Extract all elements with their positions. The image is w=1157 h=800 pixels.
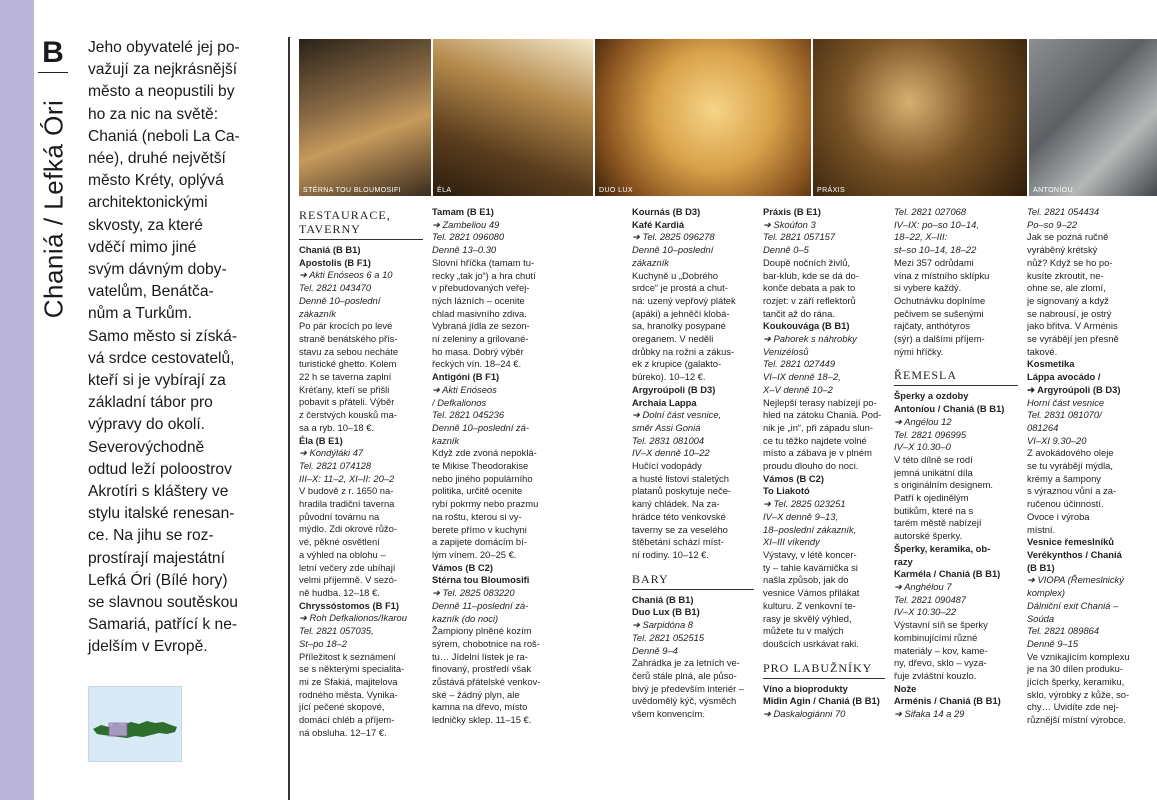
listing-text: Kréťany, kteří se přišli xyxy=(299,383,390,395)
listing-text: Slovní hříčka (tamam tu- xyxy=(432,256,535,268)
listing-text: rybí pokrmy nebo prazmu xyxy=(432,498,539,510)
listing-text: te Mikise Theodorakise xyxy=(432,460,529,472)
intro-line: vděčí mimo jiné xyxy=(88,238,197,256)
listing-text: Vybraná jídla ze sezon- xyxy=(432,320,530,332)
listing-text: můžete tu v malých xyxy=(763,625,844,637)
intro-line: Jeho obyvatelé jej po- xyxy=(88,39,240,56)
listing-text: ho masa. Dobrý výběr xyxy=(432,345,524,357)
listing-info: 18–22, X–III: xyxy=(894,231,948,243)
listing-text: uvědomělý kýč, výsměch xyxy=(632,695,737,707)
listing-info: 18–poslední zákazník, xyxy=(763,523,857,535)
listing-info: IV–X denně 10–22 xyxy=(632,447,710,459)
listing-info: ➜ Tel. 2825 096278 xyxy=(632,231,715,243)
listing-name: Tamam (B E1) xyxy=(432,206,494,217)
listing-text: autorské šperky. xyxy=(894,530,963,542)
listing-text: letní večery zde ubíhají xyxy=(299,561,396,573)
listing-text: vyráběný krétský xyxy=(1027,244,1098,256)
listing-text: ná obsluha. 12–17 €. xyxy=(299,726,387,738)
listing-text: na roštu, kterou si vy- xyxy=(432,510,522,522)
listing-info: IV–IX: po–so 10–14, xyxy=(894,218,979,230)
listing-name: Karméla / Chaniá (B B1) xyxy=(894,568,1001,580)
listing-text: proudu dlouho do noci. xyxy=(763,460,859,472)
listing-text: politika, určitě ocenite xyxy=(432,485,523,497)
listing-text: zůstává přátelské venkov- xyxy=(432,676,541,688)
listing-text: jako břitva. V Arménis xyxy=(1027,320,1118,332)
listing-text: se s některými specialita- xyxy=(299,663,405,675)
listing-info: St–po 18–2 xyxy=(299,637,347,649)
listing-text: sýrem, chobotnice na roš- xyxy=(432,637,540,649)
section-heading: BARY xyxy=(632,572,754,590)
listing-info: Dálniční exit Chaniá – xyxy=(1027,599,1119,611)
listing-text: V této dílně se rodí xyxy=(894,453,973,465)
listing-info: ➜ Tel. 2825 023251 xyxy=(763,498,846,510)
listing-text: a husté listoví staletých xyxy=(632,472,729,484)
section-heading: RESTAURACE, xyxy=(299,208,391,222)
section-heading: PRO LABUŽNÍKY xyxy=(763,661,885,679)
listing-info: Tel. 2831 081070/ xyxy=(1027,409,1102,421)
listing-name: (B B1) xyxy=(1027,561,1055,573)
listing-text: turistické ghetto. Kolem xyxy=(299,358,397,370)
spacer xyxy=(763,651,885,659)
listing-text: si vybere každý. xyxy=(894,282,962,294)
listing-info: Tel. 2821 096995 xyxy=(894,428,967,440)
listing-text: nebo jiného populárního xyxy=(432,472,533,484)
listing-text: berete přímo v kuchyni xyxy=(432,523,527,535)
listing-text: konče debata a pak to xyxy=(763,282,856,294)
listing-text: velmi příjemně. V sezó- xyxy=(299,574,397,586)
listing-info: ➜ Kondýláki 47 xyxy=(299,447,364,459)
listing-info: VI–XI 9.30–20 xyxy=(1027,434,1087,446)
photo-antoniou xyxy=(1029,39,1157,196)
listing-text: Kuchyně u „Dobrého xyxy=(632,269,718,281)
listing-text: Po pár krocích po levé xyxy=(299,320,393,332)
listing-text: a výhled na oblohu – xyxy=(299,548,386,560)
listing-text: v přebudovaných veřej- xyxy=(432,282,530,294)
listing-text: rozjet: v září reflektorů xyxy=(763,294,856,306)
listing-name: Nože xyxy=(894,682,917,694)
intro-line: kteří si je vybírají za xyxy=(88,372,226,390)
listing-info: Tel. 2821 052515 xyxy=(632,631,705,643)
listing-text: finovaný, prostředí však xyxy=(432,663,532,675)
listing-info: ➜ Angélou 12 xyxy=(894,415,952,427)
listing-text: hradila tradiční taverna xyxy=(299,498,395,510)
listing-info: Tel. 2821 090487 xyxy=(894,593,967,605)
spacer xyxy=(894,358,1018,366)
listing-info: kazník (do noci) xyxy=(432,612,499,624)
listing-name: Verékynthos / Chaniá xyxy=(1027,548,1122,560)
listing-text: sklo, výrobky z kůže, so- xyxy=(1027,688,1130,700)
listing-text: s originálním designem. xyxy=(894,479,994,491)
listing-name: Kosmetika xyxy=(1027,358,1075,370)
listing-text: ce tu těžko najdete volné xyxy=(763,434,867,446)
crete-locator-map xyxy=(88,686,182,762)
listing-name: Kafé Kardiá xyxy=(632,218,685,230)
listing-info: ➜ Akti Enóseos xyxy=(432,383,497,395)
listing-info: Denně 13–0.30 xyxy=(432,244,497,256)
chapter-rule xyxy=(38,72,68,73)
chapter-title: Chaniá / Lefká Óri xyxy=(38,99,69,319)
listing-text: takové. xyxy=(1027,345,1058,357)
listing-text: (apáki) a jehněčí klobá- xyxy=(632,307,730,319)
listing-text: recky „tak jo“) a hra chutí xyxy=(432,269,536,281)
listing-text: Jak se pozná ručně xyxy=(1027,231,1109,243)
listing-text: jemná unikátní díla xyxy=(894,466,973,478)
intro-line: odtud leží poloostrov xyxy=(88,460,232,478)
listing-info: 081264 xyxy=(1027,421,1059,433)
intro-line: Akrotíri s kláštery ve xyxy=(88,483,229,501)
listing-info: Venizélosů xyxy=(763,345,809,357)
listing-text: je na 30 dílen produku- xyxy=(1027,663,1123,675)
listing-info: Tel. 2821 043470 xyxy=(299,282,372,294)
listing-text: Ve vznikajícím komplexu xyxy=(1027,650,1130,662)
listing-info: Tel. 2821 027449 xyxy=(763,358,836,370)
listing-text: kusíte zkroutit, ne- xyxy=(1027,269,1104,281)
listing-column-5 xyxy=(894,206,1018,721)
listing-text: čerů stále plná, ale půso- xyxy=(632,669,737,681)
listing-text: ně hudba. 12–18 €. xyxy=(299,586,380,598)
listing-text: kombinujícími různé xyxy=(894,631,978,643)
listing-info: III–X: 11–2, XI–II: 20–2 xyxy=(299,472,395,484)
listing-info: ➜ Dolní část vesnice, xyxy=(632,409,722,421)
listing-info: Denně 11–poslední zá- xyxy=(432,599,529,611)
listing-text: ná: uzený vepřový plátek xyxy=(632,294,736,306)
listing-name: Koukouvága (B B1) xyxy=(763,320,850,332)
listing-text: vesnice Vámos přilákat xyxy=(763,587,860,599)
listing-info: XI–III víkendy xyxy=(763,536,820,548)
listing-info: ➜ Pahorek s náhrobky xyxy=(763,333,857,345)
listing-name: Arménis / Chaniá (B B1) xyxy=(894,695,1001,707)
listing-text: srdce“ je prostá a chut- xyxy=(632,282,728,294)
listing-name: Antigóni (B F1) xyxy=(432,371,500,383)
intro-line: Chaniá (neboli La Ca- xyxy=(88,127,240,145)
intro-line: Lefká Óri (Bílé hory) xyxy=(88,571,228,589)
listing-text: hled na zátoku Chaniá. Pod- xyxy=(763,409,882,421)
listing-name: Kournás (B D3) xyxy=(632,206,701,217)
listing-info: Horní část vesnice xyxy=(1027,396,1105,408)
listing-text: pečivem se sušenými xyxy=(894,307,984,319)
listing-info: Po–so 9–22 xyxy=(1027,218,1078,230)
intro-line: svým dávným doby- xyxy=(88,261,227,279)
intro-line: ce. Na jihu se roz- xyxy=(88,527,214,545)
listing-column-4 xyxy=(763,206,885,721)
listing-text: drůbky na rožni a zákus- xyxy=(632,345,735,357)
listing-text: je signovaný a když xyxy=(1027,294,1109,306)
intro-line: město Kréty, oplývá xyxy=(88,172,224,190)
listing-text: stavu za sebou necháte xyxy=(299,345,399,357)
listing-name: Duo Lux (B B1) xyxy=(632,606,700,618)
listing-text: kaný chládek. Na za- xyxy=(632,498,720,510)
listing-column-3 xyxy=(632,206,754,721)
listing-info: IV–X 10.30–0 xyxy=(894,441,951,453)
intro-line: skvosty, za které xyxy=(88,216,203,234)
listing-info: ➜ Zambeliou 49 xyxy=(432,218,500,230)
intro-line: née), druhé největší xyxy=(88,150,226,168)
listing-name: Chaniá (B B1) xyxy=(299,244,361,255)
intro-line: Samo město si získá- xyxy=(88,327,238,345)
listing-text: rodného města. Vynika- xyxy=(299,688,398,700)
listing-info: Denně 9–4 xyxy=(632,644,678,656)
photo-praxis xyxy=(813,39,1027,196)
listing-text: se vyrábějí jen přesně xyxy=(1027,333,1119,345)
listing-text: butikům, které na s xyxy=(894,504,974,516)
listing-text: krémy a šampony xyxy=(1027,472,1101,484)
listing-text: Zahrádka je za letních ve- xyxy=(632,657,740,669)
intro-line: Samariá, patřící k ne- xyxy=(88,616,238,634)
listing-text: lým vínem. 20–25 €. xyxy=(432,548,517,560)
listing-text: tarém městě nabízejí xyxy=(894,517,982,529)
listing-text: tančit až do rána. xyxy=(763,307,835,319)
listing-text: Výstavní síň se šperky xyxy=(894,619,988,631)
listing-info: ➜ Daskalogiánni 70 xyxy=(763,708,846,720)
listing-text: rajčaty, anthótyros xyxy=(894,320,970,332)
listing-info: ➜ Sifaka 14 a 29 xyxy=(894,708,965,720)
listing-text: ledničky sklep. 11–15 €. xyxy=(432,714,532,726)
intro-text xyxy=(88,37,264,659)
listing-text: různější místní výrobce. xyxy=(1027,714,1126,726)
listing-info: Tel. 2821 074128 xyxy=(299,459,372,471)
intro-line: výpravy do okolí. xyxy=(88,416,206,434)
listing-text: vína z místního sklípku xyxy=(894,269,990,281)
listing-name: Vámos (B C2) xyxy=(763,472,824,484)
listing-text: kamna na dřevo, místo xyxy=(432,701,528,713)
photo-caption: DUO LUX xyxy=(599,187,633,194)
intro-line: vatelům, Benátča- xyxy=(88,283,214,301)
listing-info: Tel. 2821 045236 xyxy=(432,409,505,421)
intro-line: jdelším v Evropě. xyxy=(88,638,208,656)
listing-info: Tel. 2821 089864 xyxy=(1027,625,1100,637)
listing-text: kulturu. Z venkovní te- xyxy=(763,599,856,611)
listing-name: Víno a bioprodukty xyxy=(763,682,848,694)
spacer xyxy=(632,562,754,570)
listing-text: ní rodiny. 10–12 €. xyxy=(632,548,709,560)
listing-text: místní. xyxy=(1027,523,1056,535)
listing-text: ty – tahle kavárnička si xyxy=(763,561,858,573)
listing-text: chy… Uvidíte zde nej- xyxy=(1027,701,1119,713)
listing-text: vé, pěkné osvětlení xyxy=(299,536,380,548)
intro-line: město a neopustili by xyxy=(88,83,235,101)
listing-info: VI–IX denně 18–2, xyxy=(763,371,841,383)
listing-info: ➜ VIOPA (Řemeslnický xyxy=(1027,574,1124,586)
intro-line: základní tábor pro xyxy=(88,394,213,412)
listing-text: jící pečené skopové, xyxy=(299,701,385,713)
listing-info: kazník xyxy=(432,434,460,446)
section-heading: TAVERNY xyxy=(299,222,423,240)
listing-info: směr Assi Goniá xyxy=(632,421,701,433)
intro-line: nům a Turkům. xyxy=(88,305,192,323)
listing-text: Když zde zvoná nepoklá- xyxy=(432,447,537,459)
listing-info: Tel. 2821 057035, xyxy=(299,625,374,637)
listing-column-6 xyxy=(1027,206,1151,727)
listing-name: Apostolis (B F1) xyxy=(299,256,371,268)
listing-name: Vesnice řemeslníků xyxy=(1027,536,1115,548)
listing-text: se tu vyrábějí mýdla, xyxy=(1027,460,1113,472)
listing-info: ➜ Tel. 2825 083220 xyxy=(432,587,515,599)
listing-text: mýdlo. Zdi okrové růžo- xyxy=(299,523,397,535)
listing-text: Doupě nočních živlů, xyxy=(763,256,851,268)
listing-text: tu… Jídelní lístek je ra- xyxy=(432,650,528,662)
listing-name: Vámos (B C2) xyxy=(432,561,493,573)
listing-text: ek z krupice (galakto- xyxy=(632,358,722,370)
listing-info: IV–X denně 9–13, xyxy=(763,510,839,522)
listing-name: To Liakotó xyxy=(763,485,810,497)
photo-caption: ANTONÍOU xyxy=(1033,187,1074,194)
listing-text: s výraznou vůní a za- xyxy=(1027,485,1117,497)
listing-info: X–V denně 10–2 xyxy=(763,383,833,395)
intro-line: Severovýchodně xyxy=(88,438,205,456)
listing-text: Ochutnávku doplníme xyxy=(894,294,986,306)
listing-info: ➜ Anghélou 7 xyxy=(894,580,952,592)
listing-info: zákazník xyxy=(632,256,669,268)
listing-name: Šperky a ozdoby xyxy=(894,390,969,402)
listing-info: Tel. 2821 096080 xyxy=(432,231,505,243)
listing-info: / Defkalionos xyxy=(432,396,487,408)
listing-info: Tel. 2821 054434 xyxy=(1027,206,1100,217)
listing-text: ny, dřevo, sklo – vyza- xyxy=(894,657,987,669)
listing-info: ➜ Roh Defkalionos/Ikarou xyxy=(299,612,407,624)
listing-text: řeckých vín. 18–24 €. xyxy=(432,358,522,370)
listing-info: Tel. 2831 081004 xyxy=(632,434,705,446)
listing-info: komplex) xyxy=(1027,587,1066,599)
listing-name: Éla (B E1) xyxy=(299,434,343,446)
column-rule xyxy=(288,37,290,800)
listing-text: sa a ryb. 10–18 €. xyxy=(299,421,375,433)
listing-text: bivý je především interiér – xyxy=(632,682,745,694)
listing-text: Nejlepší terasy nabízejí po- xyxy=(763,396,877,408)
listing-name: Šperky, keramika, ob- xyxy=(894,542,991,554)
listing-text: nik je „in“, při západu slun- xyxy=(763,421,873,433)
listing-text: materiály – kov, kame- xyxy=(894,644,988,656)
listing-text: Příležitost k seznámení xyxy=(299,650,396,662)
listing-text: bar-klub, kde se dá do- xyxy=(763,269,859,281)
listing-info: Denně 10–poslední xyxy=(632,244,714,256)
photo-strip xyxy=(299,39,1157,196)
listing-name: Chryssóstomos (B F1) xyxy=(299,599,400,611)
listing-name: ➜ Argyroúpoli (B D3) xyxy=(1027,383,1121,395)
listing-info: st–so 10–14, 18–22 xyxy=(894,244,977,256)
listing-text: ní zeleniny a grilované- xyxy=(432,333,529,345)
listing-text: (sýr) a dalšími příjem- xyxy=(894,333,985,345)
listing-text: platanů poskytuje neče- xyxy=(632,485,732,497)
listing-name: Chaniá (B B1) xyxy=(632,593,694,605)
listing-text: ných lázních – ocenite xyxy=(432,294,525,306)
photo-caption: PRÁXIS xyxy=(817,187,846,194)
listing-info: zákazník xyxy=(299,307,336,319)
listing-text: mi ze Sfakiá, majitelova xyxy=(299,675,398,687)
intro-line: važují za nejkrásnější xyxy=(88,61,238,79)
listing-text: Mezi 357 odrůdami xyxy=(894,256,974,268)
listing-text: 22 h se taverna zaplní xyxy=(299,371,392,383)
listing-text: Z avokádového oleje xyxy=(1027,447,1114,459)
listing-text: ručenou účinností. xyxy=(1027,498,1104,510)
listing-info: Denně 10–poslední zá- xyxy=(432,421,529,433)
listing-info: Tel. 2821 057157 xyxy=(763,231,836,243)
listing-info: Denně 9–15 xyxy=(1027,637,1079,649)
listing-name: Archaia Lappa xyxy=(632,396,697,408)
listing-text: štěbetání schází míst- xyxy=(632,536,724,548)
photo-ela xyxy=(433,39,593,196)
listing-text: rasy je skvělý výhled, xyxy=(763,612,852,624)
listing-name: Antoníou / Chaniá (B B1) xyxy=(894,403,1005,415)
listing-text: Ovoce i výroba xyxy=(1027,510,1090,522)
listing-text: doušcích usrkávat raki. xyxy=(763,637,859,649)
listing-name: Stérna tou Bloumosifi xyxy=(432,574,530,586)
listing-text: ské – žádný plyn, ale xyxy=(432,688,520,700)
chapter-color-strip xyxy=(0,0,34,800)
listing-text: řuje zvláštní kouzlo. xyxy=(894,669,977,681)
listing-column-1 xyxy=(299,206,423,739)
listing-text: pobavit s přáteli. Výběr xyxy=(299,396,395,408)
intro-line: vá srdce cestovatelů, xyxy=(88,349,235,367)
listing-text: oreganem. V neděli xyxy=(632,333,714,345)
intro-line: ho za nic na světě: xyxy=(88,105,219,123)
listing-info: ➜ Akti Enóseos 6 a 10 xyxy=(299,269,393,281)
listing-info: Soúda xyxy=(1027,612,1055,624)
listing-info: IV–X 10.30–22 xyxy=(894,606,957,618)
listing-text: Žampiony plněné kozím xyxy=(432,625,532,637)
listing-text: V budově z r. 1650 na- xyxy=(299,485,394,497)
listing-text: hrádce této venkovské xyxy=(632,510,726,522)
listing-info: ➜ Sarpidóna 8 xyxy=(632,619,694,631)
listing-text: búreko). 10–12 €. xyxy=(632,371,706,383)
photo-caption: ÉLA xyxy=(437,187,452,194)
listing-text: se nabrousí, je ostrý xyxy=(1027,307,1112,319)
listing-name: Práxis (B E1) xyxy=(763,206,821,217)
listing-text: původní továrnu na xyxy=(299,510,380,522)
listing-text: straně benátského přís- xyxy=(299,332,398,344)
listing-name: Láppa avocádo / xyxy=(1027,371,1101,383)
listing-text: místo a zábava je v plném xyxy=(763,447,872,459)
listing-text: našla způsob, jak do xyxy=(763,574,849,586)
listing-text: nými hříčky. xyxy=(894,345,944,357)
chapter-letter: B xyxy=(42,36,64,69)
photo-sterna xyxy=(299,39,431,196)
listing-text: nůž? Když se ho po- xyxy=(1027,256,1113,268)
listing-text: domácí chléb a příjem- xyxy=(299,714,395,726)
listing-name: Argyroúpoli (B D3) xyxy=(632,383,716,395)
listing-text: všem konvencím. xyxy=(632,708,705,720)
listing-text: jících šperky, keramiku, xyxy=(1027,676,1125,688)
listing-info: Denně 10–poslední xyxy=(299,294,381,306)
intro-line: se slavnou soutěskou xyxy=(88,594,238,612)
listing-text: Hučící vodopády xyxy=(632,460,702,472)
listing-text: chlad masivního zdiva. xyxy=(432,307,527,319)
listing-text: Výstavy, v létě koncer- xyxy=(763,548,857,560)
listing-text: sa, hranolky posypané xyxy=(632,320,726,332)
intro-line: stylu italské renesan- xyxy=(88,505,235,523)
listing-name: razy xyxy=(894,555,913,567)
listing-text: z čerstvých kousků ma- xyxy=(299,409,397,421)
listing-info: Tel. 2821 027068 xyxy=(894,206,967,217)
listing-text: ohne se, ale zlomí, xyxy=(1027,282,1106,294)
listing-info: ➜ Skoúfon 3 xyxy=(763,218,816,230)
listing-name: Midin Agin / Chaniá (B B1) xyxy=(763,695,880,707)
listing-text: Patří k ojedinělým xyxy=(894,492,969,504)
listing-text: taverny se za veselého xyxy=(632,523,728,535)
photo-duo-lux xyxy=(595,39,811,196)
section-heading: ŘEMESLA xyxy=(894,368,1018,386)
listing-text: a zapijete domácím bí- xyxy=(432,536,527,548)
intro-line: architektonickými xyxy=(88,194,208,212)
intro-line: prostírají majestátní xyxy=(88,549,225,567)
photo-caption: STÉRNA TOU BLOUMOSIFI xyxy=(303,187,401,194)
listing-info: Denně 0–5 xyxy=(763,244,809,256)
listing-column-2 xyxy=(432,206,558,727)
